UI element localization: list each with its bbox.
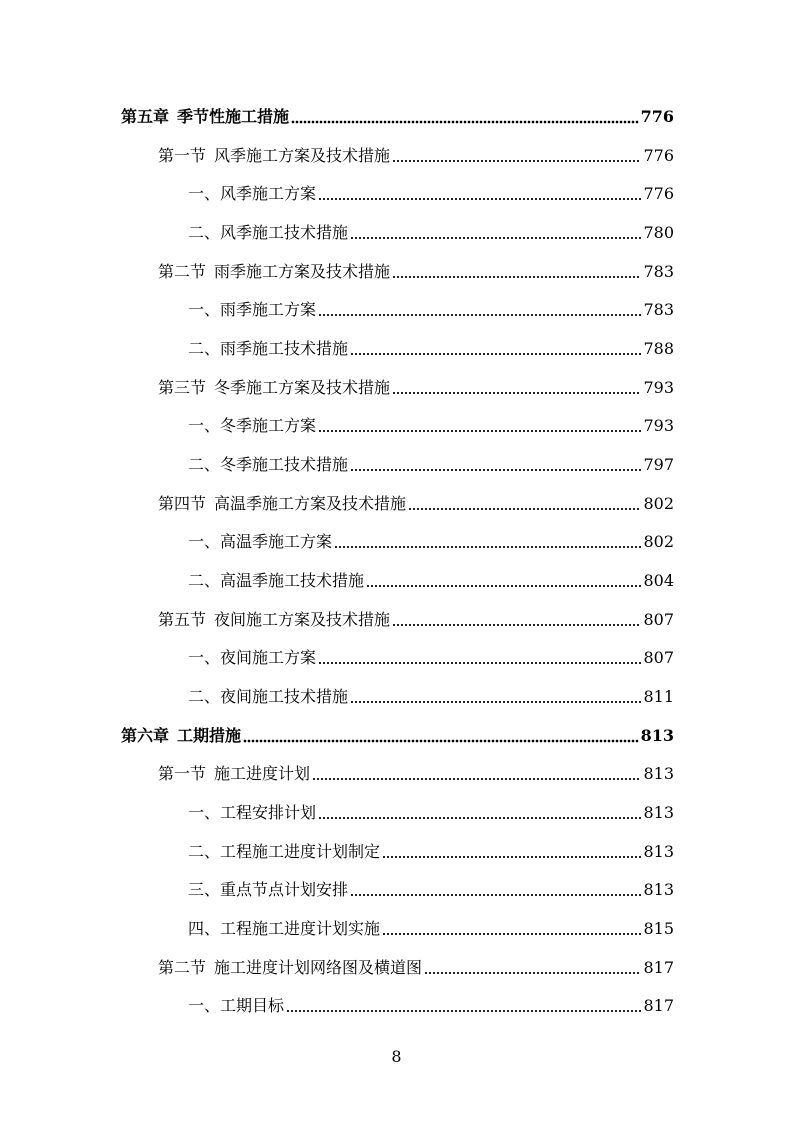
toc-entry-page: 776	[643, 146, 674, 165]
toc-entry-number: 一、	[188, 184, 221, 203]
toc-entry-section[interactable]	[158, 140, 674, 166]
toc-entry-page: 813	[643, 764, 674, 783]
toc-entry-title: 施工进度计划网络图及横道图	[214, 958, 423, 977]
toc-entry-number: 第一节	[158, 764, 207, 783]
dot-leader	[350, 352, 641, 356]
toc-entry-item[interactable]	[188, 642, 674, 668]
dot-leader	[382, 932, 641, 936]
toc-entry-page: 797	[643, 455, 674, 474]
dot-leader	[382, 855, 641, 859]
toc-entry-item[interactable]	[188, 294, 674, 320]
toc-entry-page: 802	[643, 494, 674, 513]
toc-entry-section[interactable]	[158, 256, 674, 282]
toc-entry-number: 第四节	[158, 494, 207, 513]
toc-entry-item[interactable]	[188, 913, 674, 939]
toc-entry-number: 第三节	[158, 378, 207, 397]
dot-leader	[392, 391, 641, 395]
toc-entry-page: 813	[640, 726, 674, 745]
toc-entry-title: 工程施工进度计划实施	[220, 919, 381, 938]
toc-entry-page: 793	[643, 378, 674, 397]
dot-leader	[392, 275, 641, 279]
toc-entry-page: 813	[643, 803, 674, 822]
toc-entry-title: 季节性施工措施	[177, 107, 290, 126]
dot-leader	[350, 893, 641, 897]
toc-entry-label	[188, 571, 364, 591]
toc-entry-page: 813	[643, 880, 674, 899]
toc-entry-label	[188, 416, 316, 436]
toc-entry-label	[188, 842, 380, 862]
toc-entry-label	[188, 648, 316, 668]
toc-entry-item[interactable]	[188, 797, 674, 823]
toc-entry-number: 一、	[188, 996, 221, 1015]
toc-entry-title: 雨季施工技术措施	[220, 339, 349, 358]
toc-entry-label	[188, 803, 316, 823]
dot-leader	[243, 739, 639, 743]
toc-entry-number: 第一节	[158, 146, 207, 165]
toc-entry-label	[158, 146, 390, 166]
toc-entry-page: 804	[643, 571, 674, 590]
toc-entry-number: 四、	[188, 919, 221, 938]
dot-leader	[318, 313, 641, 317]
toc-entry-title: 高温季施工技术措施	[220, 571, 365, 590]
toc-entry-label	[121, 107, 289, 127]
toc-entry-title: 雨季施工方案及技术措施	[214, 262, 391, 281]
toc-entry-number: 三、	[188, 880, 221, 899]
toc-entry-page: 783	[643, 300, 674, 319]
toc-entry-item[interactable]	[188, 217, 674, 243]
toc-entry-number: 第二节	[158, 958, 207, 977]
toc-entry-number: 二、	[188, 842, 221, 861]
toc-entry-item[interactable]	[188, 836, 674, 862]
toc-entry-title: 风季施工方案及技术措施	[214, 146, 391, 165]
toc-entry-item[interactable]	[188, 990, 674, 1016]
toc-entry-page: 788	[643, 339, 674, 358]
toc-entry-label	[188, 339, 348, 359]
toc-entry-page: 802	[643, 532, 674, 551]
page-number: 8	[391, 1047, 402, 1066]
toc-entry-section[interactable]	[158, 604, 674, 630]
toc-entry-chapter[interactable]	[121, 720, 674, 746]
toc-entry-page: 776	[640, 107, 674, 126]
toc-entry-label	[121, 726, 241, 746]
toc-entry-title: 施工进度计划	[214, 764, 311, 783]
dot-leader	[286, 1009, 641, 1013]
toc-entry-item[interactable]	[188, 449, 674, 475]
toc-entry-label	[158, 494, 406, 514]
toc-entry-title: 夜间施工方案及技术措施	[214, 610, 391, 629]
toc-entry-title: 高温季施工方案及技术措施	[214, 494, 407, 513]
toc-entry-number: 二、	[188, 339, 221, 358]
toc-entry-item[interactable]	[188, 681, 674, 707]
toc-entry-number: 二、	[188, 455, 221, 474]
toc-entry-page: 817	[643, 958, 674, 977]
toc-entry-title: 重点节点计划安排	[220, 880, 349, 899]
toc-entry-page: 783	[643, 262, 674, 281]
toc-entry-label	[188, 455, 348, 475]
toc-entry-label	[188, 919, 380, 939]
toc-entry-item[interactable]	[188, 178, 674, 204]
dot-leader	[318, 816, 641, 820]
toc-entry-section[interactable]	[158, 952, 674, 978]
toc-entry-title: 风季施工技术措施	[220, 223, 349, 242]
toc-entry-label	[158, 958, 422, 978]
toc-entry-label	[188, 532, 332, 552]
toc-entry-item[interactable]	[188, 565, 674, 591]
toc-entry-number: 第五章	[121, 107, 170, 126]
dot-leader	[291, 120, 639, 124]
toc-entry-title: 雨季施工方案	[220, 300, 317, 319]
dot-leader	[350, 468, 641, 472]
dot-leader	[366, 584, 641, 588]
toc-entry-title: 工期目标	[220, 996, 285, 1015]
toc-entry-number: 二、	[188, 223, 221, 242]
toc-entry-page: 817	[643, 996, 674, 1015]
toc-entry-title: 冬季施工方案	[220, 416, 317, 435]
toc-entry-label	[188, 300, 316, 320]
toc-entry-title: 工期措施	[177, 726, 242, 745]
toc-entry-label	[158, 764, 310, 784]
toc-entry-label	[158, 262, 390, 282]
toc-entry-item[interactable]	[188, 526, 674, 552]
toc-entry-title: 冬季施工技术措施	[220, 455, 349, 474]
toc-entry-item[interactable]	[188, 874, 674, 900]
dot-leader	[424, 971, 641, 975]
toc-entry-label	[158, 378, 390, 398]
toc-entry-title: 高温季施工方案	[220, 532, 333, 551]
dot-leader	[318, 429, 641, 433]
toc-entry-number: 二、	[188, 687, 221, 706]
toc-entry-number: 第六章	[121, 726, 170, 745]
toc-entry-label	[188, 687, 348, 707]
dot-leader	[392, 159, 641, 163]
toc-entry-page: 811	[643, 687, 674, 706]
toc-entry-label	[158, 610, 390, 630]
toc-entry-label	[188, 996, 284, 1016]
toc-entry-page: 776	[643, 184, 674, 203]
dot-leader	[318, 197, 641, 201]
toc-entry-title: 风季施工方案	[220, 184, 317, 203]
toc-entry-title: 工程安排计划	[220, 803, 317, 822]
toc-entry-label	[188, 223, 348, 243]
dot-leader	[334, 545, 641, 549]
toc-entry-title: 冬季施工方案及技术措施	[214, 378, 391, 397]
toc-entry-label	[188, 184, 316, 204]
dot-leader	[408, 507, 641, 511]
toc-entry-item[interactable]	[188, 333, 674, 359]
toc-entry-title: 夜间施工方案	[220, 648, 317, 667]
toc-entry-section[interactable]	[158, 758, 674, 784]
toc-entry-number: 一、	[188, 532, 221, 551]
toc-entry-page: 807	[643, 610, 674, 629]
toc-entry-chapter[interactable]	[121, 101, 674, 127]
toc-entry-number: 第五节	[158, 610, 207, 629]
toc-entry-page: 807	[643, 648, 674, 667]
dot-leader	[350, 236, 641, 240]
toc-entry-number: 二、	[188, 571, 221, 590]
toc-entry-label	[188, 880, 348, 900]
toc-entry-section[interactable]	[158, 372, 674, 398]
toc-entry-number: 一、	[188, 803, 221, 822]
toc-entry-page: 815	[643, 919, 674, 938]
toc-entry-title: 夜间施工技术措施	[220, 687, 349, 706]
toc-entry-number: 一、	[188, 648, 221, 667]
dot-leader	[312, 777, 641, 781]
toc-entry-item[interactable]	[188, 410, 674, 436]
toc-entry-number: 一、	[188, 416, 221, 435]
dot-leader	[350, 700, 641, 704]
toc-entry-page: 813	[643, 842, 674, 861]
toc-entry-page: 793	[643, 416, 674, 435]
toc-entry-title: 工程施工进度计划制定	[220, 842, 381, 861]
toc-entry-section[interactable]	[158, 488, 674, 514]
toc-entry-number: 第二节	[158, 262, 207, 281]
toc-entry-page: 780	[643, 223, 674, 242]
toc-entry-number: 一、	[188, 300, 221, 319]
dot-leader	[392, 623, 641, 627]
dot-leader	[318, 661, 641, 665]
